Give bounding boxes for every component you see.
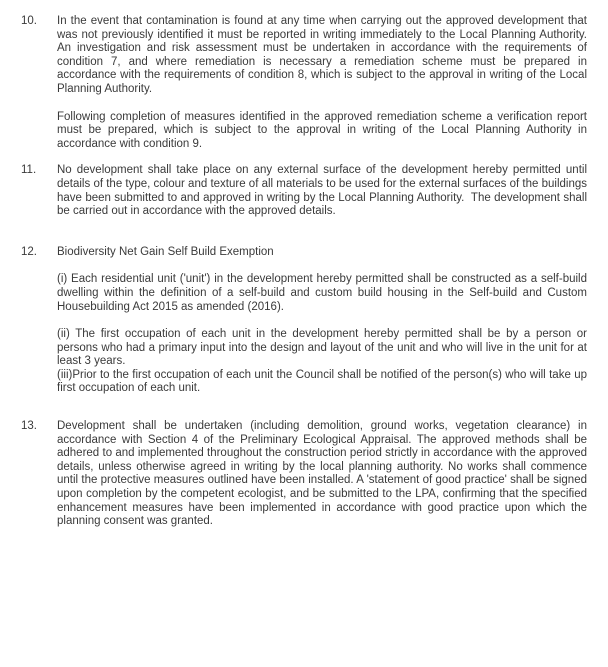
- condition-number: 11.: [21, 164, 37, 177]
- condition-number: 13.: [21, 420, 37, 433]
- condition-item: [21, 246, 587, 396]
- condition-block: [57, 164, 587, 218]
- condition-item: [21, 164, 587, 218]
- condition-body: [57, 246, 587, 396]
- condition-block: [57, 15, 587, 97]
- condition-body: [57, 420, 587, 529]
- condition-number: 10.: [21, 15, 37, 27]
- condition-number: 12.: [21, 245, 37, 258]
- condition-paragraph: (iii)Prior to the first occupation of each unit the Council shall be notified of the person(s) who will take up first occupation of each unit.: [57, 368, 587, 395]
- condition-paragraph: (i) Each residential unit ('unit') in the development hereby permitted shall be constructed as a self-build dwelling within the definition of a self-build and custom build housing in the Self-build and Custom Housebuilding Act 2015 as amended (2016).: [57, 273, 587, 313]
- condition-block: [57, 328, 587, 396]
- condition-block: [57, 246, 587, 260]
- condition-block: [57, 420, 587, 529]
- condition-item: [21, 420, 587, 529]
- condition-paragraph: Biodiversity Net Gain Self Build Exemption: [57, 245, 274, 258]
- condition-paragraph: No development shall take place on any external surface of the development hereby permitted until details of the type, colour and texture of all materials to be used for the external surfaces of the buildings have been submitted to and approved in writing by the Local Planning Authority. The development shall be carried out in accordance with the approved details.: [57, 164, 587, 218]
- condition-block: [57, 111, 587, 152]
- condition-body: [57, 15, 587, 151]
- condition-item: [21, 15, 587, 151]
- condition-paragraph: (ii) The first occupation of each unit in the development hereby permitted shall be by a person or persons who had a primary input into the design and layout of the unit and who will live in the unit for at least 3 years.: [57, 328, 587, 368]
- condition-paragraph: In the event that contamination is found at any time when carrying out the approved development that was not previously identified it must be reported in writing immediately to the Local Planning Authority. An investigation and risk assessment must be undertaken in accordance with the requirements of condition 7, and where remediation is necessary a remediation scheme must be prepared in accordance with the requirements of condition 8, which is subject to the approval in writing of the Local Planning Authority.: [57, 15, 587, 95]
- condition-body: [57, 164, 587, 218]
- condition-block: [57, 273, 587, 314]
- condition-paragraph: Following completion of measures identified in the approved remediation scheme a verification report must be prepared, which is subject to the approval in writing of the Local Planning Authority in accordance with condition 9.: [57, 110, 587, 150]
- condition-paragraph: Development shall be undertaken (including demolition, ground works, vegetation clearance) in accordance with Section 4 of the Preliminary Ecological Appraisal. The approved methods shall be adhered to and implemented throughout the construction period strictly in accordance with the approved details, unless otherwise agreed in writing by the local planning authority. No works shall commence until the protective measures outlined have been installed. A 'statement of good practice' shall be signed upon completion by the competent ecologist, and be submitted to the LPA, confirming that the specified enhancement measures have been implemented in accordance with good practice upon which the planning consent was granted.: [57, 420, 587, 528]
- conditions-list: [21, 15, 587, 529]
